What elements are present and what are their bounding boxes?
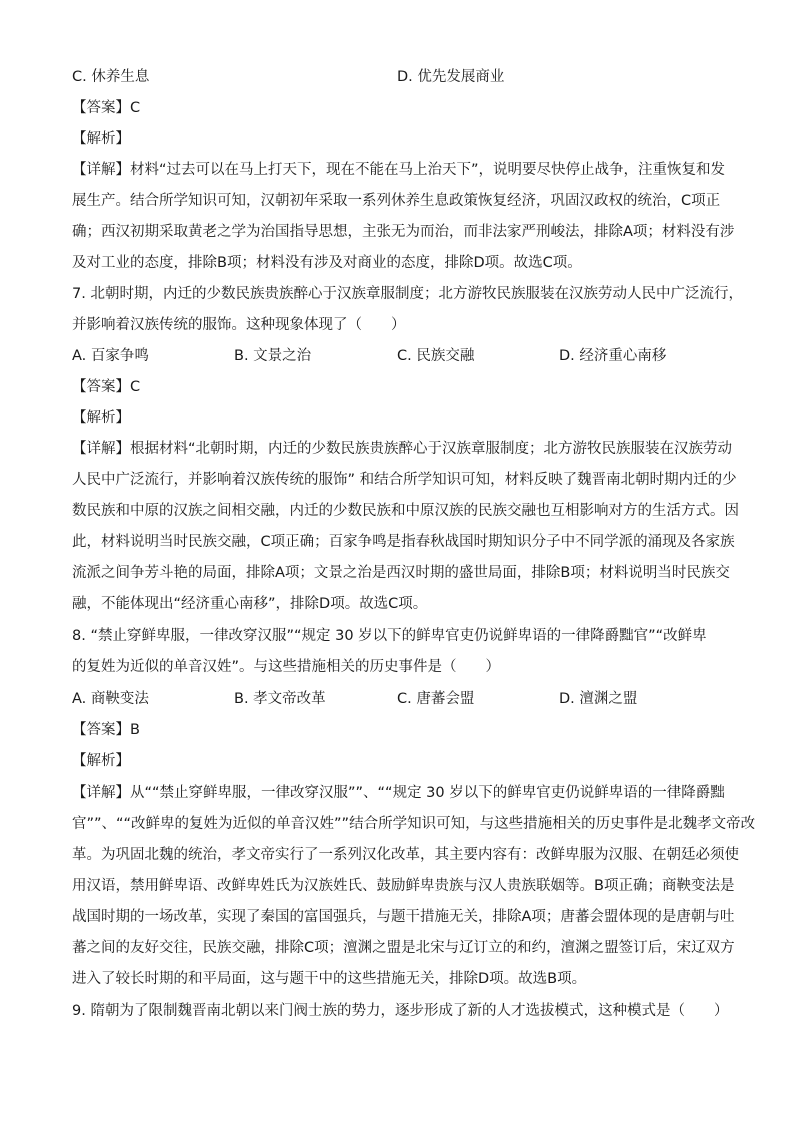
q8-detail-line: 蕃之间的友好交往，民族交融，排除C项；澶渊之盟是北宋与辽订立的和约，澶渊之盟签订后，宋辽双方 — [72, 940, 735, 956]
q7-detail-line: 此，材料说明当时民族交融，C项正确；百家争鸣是指春秋战国时期知识分子中不同学派的涌现及各家族 — [72, 534, 735, 550]
q7-question-line: 7. 北朝时期，内迁的少数民族贵族醉心于汉族章服制度；北方游牧民族服装在汉族劳动人民中广泛流行， — [72, 286, 743, 302]
q8-option-c: C. 唐蕃会盟 — [397, 691, 475, 707]
q8-detail-line: 进入了较长时期的和平局面，这与题干中的这些措施无关，排除D项。故选B项。 — [72, 971, 587, 987]
q6-answer: 【答案】C — [72, 100, 141, 116]
q7-detail-line: 数民族和中原的汉族之间相交融，内迁的少数民族和中原汉族的民族交融也互相影响对方的生活方式。因 — [72, 503, 739, 519]
q6-detail-line: 确；西汉初期采取黄老之学为治国指导思想，主张无为而治，而非法家严刑峻法，排除A项；材料没有涉 — [72, 224, 735, 240]
q6-detail-line: 及对工业的态度，排除B项；材料没有涉及对商业的态度，排除D项。故选C项。 — [72, 255, 582, 271]
q7-option-b: B. 文景之治 — [234, 348, 312, 364]
q6-detail-line: 展生产。结合所学知识可知，汉朝初年采取一系列休养生息政策恢复经济，巩固汉政权的统治，C项正 — [72, 193, 721, 209]
q9-question-line: 9. 隋朝为了限制魏晋南北朝以来门阀士族的势力，逐步形成了新的人才选拔模式，这种模式是（ ） — [72, 1003, 729, 1019]
q6-option-c: C. 休养生息 — [72, 69, 150, 85]
q7-question-line: 并影响着汉族传统的服饰。这种现象体现了（ ） — [72, 317, 406, 333]
q8-answer: 【答案】B — [72, 722, 140, 738]
q8-detail-line: 官””、““改鲜卑的复姓为近似的单音汉姓””结合所学知识可知，与这些措施相关的历史事件是北魏孝文帝改 — [72, 816, 756, 832]
q7-analysis-label: 【解析】 — [72, 410, 130, 426]
q7-detail-line: 融，不能体现出“经济重心南移”，排除D项。故选C项。 — [72, 596, 428, 612]
q8-option-b: B. 孝文帝改革 — [234, 691, 326, 707]
q8-detail-line: 战国时期的一场改革，实现了秦国的富国强兵，与题干措施无关，排除A项；唐蕃会盟体现的是唐朝与吐 — [72, 909, 735, 925]
q7-option-c: C. 民族交融 — [397, 348, 475, 364]
q6-analysis-label: 【解析】 — [72, 131, 130, 147]
q8-option-a: A. 商鞅变法 — [72, 691, 149, 707]
q8-detail-line: 用汉语，禁用鲜卑语、改鲜卑姓氏为汉族姓氏、鼓励鲜卑贵族与汉人贵族联姻等。B项正确；商鞅变法是 — [72, 878, 735, 894]
q7-answer: 【答案】C — [72, 379, 141, 395]
q8-option-d: D. 澶渊之盟 — [559, 691, 638, 707]
q8-detail-line: 革。为巩固北魏的统治，孝文帝实行了一系列汉化改革，其主要内容有：改鲜卑服为汉服、在朝廷必须使 — [72, 847, 739, 863]
q7-option-a: A. 百家争鸣 — [72, 348, 149, 364]
q7-option-d: D. 经济重心南移 — [559, 348, 667, 364]
q7-detail-line: 【详解】根据材料“北朝时期，内迁的少数民族贵族醉心于汉族章服制度；北方游牧民族服装在汉族劳动 — [72, 441, 733, 457]
q7-detail-line: 流派之间争芳斗艳的局面，排除A项；文景之治是西汉时期的盛世局面，排除B项；材料说明当时民族交 — [72, 565, 730, 581]
q8-detail-line: 【详解】从““禁止穿鲜卑服，一律改穿汉服””、““规定 30 岁以下的鲜卑官吏仍说鲜卑语的一律降爵黜 — [72, 785, 725, 801]
q7-detail-line: 人民中广泛流行，并影响着汉族传统的服饰” 和结合所学知识可知，材料反映了魏晋南北朝时期内迁的少 — [72, 472, 737, 488]
q8-question-line: 8. “禁止穿鲜卑服，一律改穿汉服”“规定 30 岁以下的鲜卑官吏仍说鲜卑语的一律降爵黜官”“改鲜卑 — [72, 628, 707, 644]
q6-detail-line: 【详解】材料“过去可以在马上打天下，现在不能在马上治天下”，说明要尽快停止战争，注重恢复和发 — [72, 162, 726, 178]
q6-option-d: D. 优先发展商业 — [397, 69, 505, 85]
q8-analysis-label: 【解析】 — [72, 753, 130, 769]
q8-question-line: 的复姓为近似的单音汉姓”。与这些措施相关的历史事件是（ ） — [72, 659, 501, 675]
